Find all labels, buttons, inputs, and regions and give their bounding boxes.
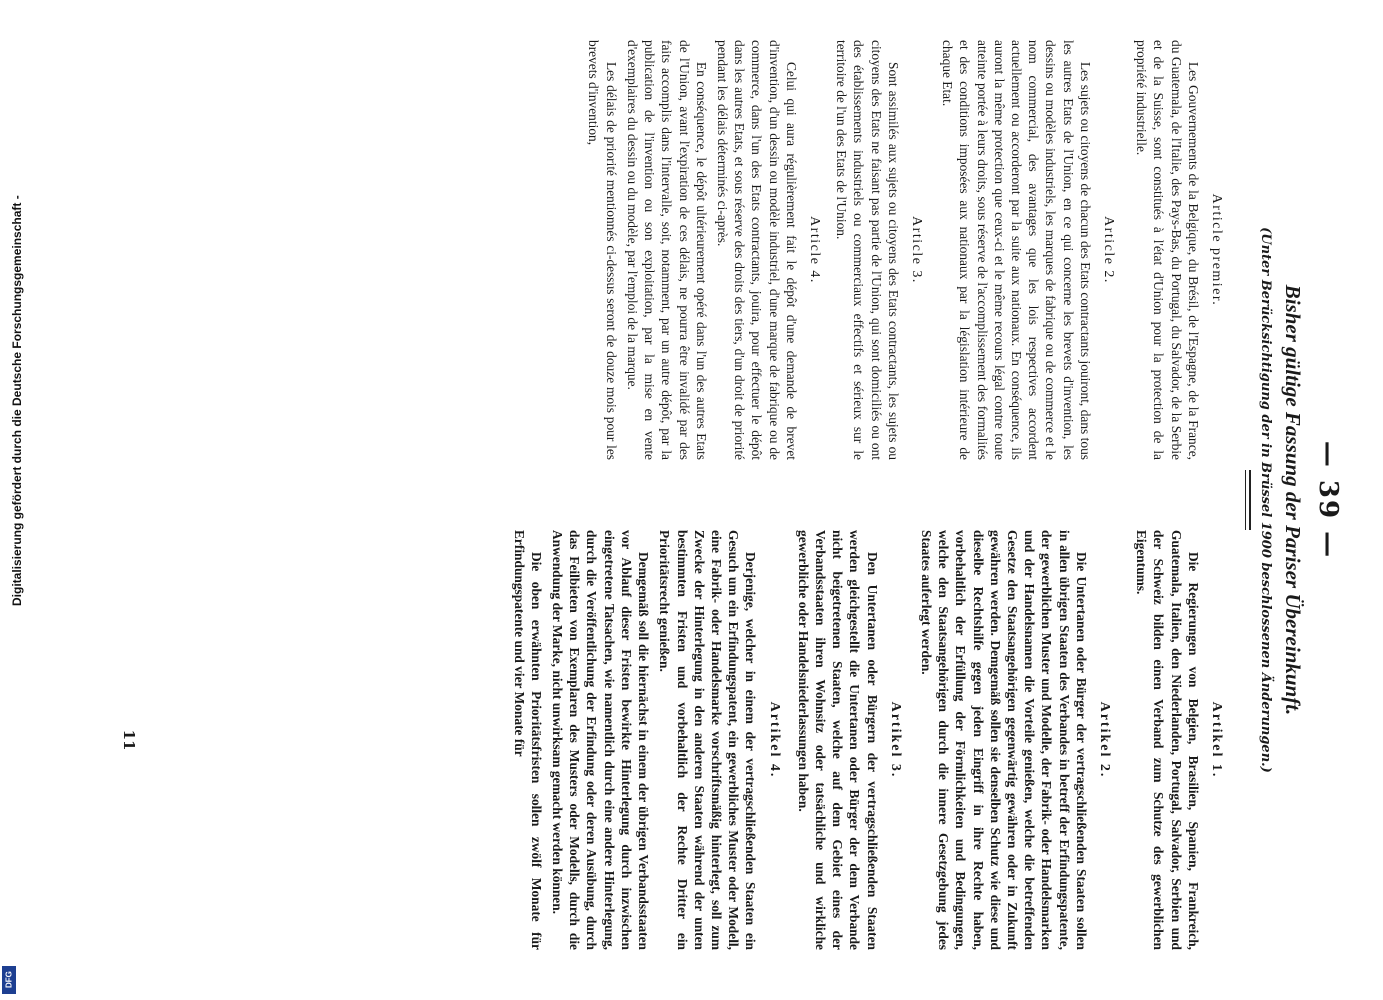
article-paragraph: Demgemäß soll die hiernächst in einem der übrigen Verbandsstaaten vor Ablauf dieser Fristen bewirkte Hinterlegung durch inzwischen eingetretene Tatsachen, wie namentlich durch eine andere Hinterlegung, durch die Veröffentlichung der Erfindung oder deren Ausübung, durch das Feilbieten von Exemplaren des Musters oder Modells, durch die Anwendung der Marke, nicht unwirksam gemacht werden können.: [550, 530, 652, 950]
article-paragraph: Die Untertanen oder Bürger der vertragschließenden Staaten sollen in allen übrigen Staaten des Verbandes in betreff der Erfindungspatente, der gewerblichen Muster und Modelle, der Fabrik- oder Handelsmarken und der Handelsnamen die Vorteile genießen, welche die betreffenden Gesetze den Staatsangehörigen gegenwärtig gewähren oder in Zukunft gewähren werden. Demgemäß sollen sie denselben Schutz wie diese und dieselbe Rechtshilfe gegen jeden Eingriff in ihre Rechte haben, vorbehaltlich der Erfüllung der Förmlichkeiten und Bedingungen, welche den Staatsangehörigen durch die innere Gesetzgebung jedes Staates auferlegt werden.: [918, 530, 1089, 950]
german-article-4: [510, 530, 782, 950]
article-paragraph: Die Regierungen von Belgien, Brasilien, Spanien, Frankreich, Guatemala, Italien, den Niederlanden, Portugal, Salvador, Serbien und der Schweiz bilden einen Verband zum Schutze des gewerblichen Eigentums.: [1134, 530, 1201, 950]
article-paragraph: Sont assimilés aux sujets ou citoyens des Etats contractants, les sujets ou citoyens des Etats ne faisant pas partie de l'Union, qui sont domiciliés ou ont des établissements industriels ou commerciaux effectifs et sérieux sur le territoire de l'un des Etats de l'Union.: [834, 40, 901, 460]
article-paragraph: En conséquence, le dépôt ultérieurement opéré dans l'un des autres Etats de l'Union, avant l'expiration de ces délais, ne pourra être invalidé par des faits accomplis dans l'intervalle, soit, notamment, par un autre dépôt, par la publication de l'invention ou son exploitation, par la mise en vente d'exemplaires du dessin ou du modèle, par l'emploi de la marque.: [624, 40, 709, 460]
french-article-4: [585, 40, 823, 460]
article-title: Article premier.: [1209, 193, 1224, 307]
german-column: [506, 530, 1233, 950]
french-column: [581, 40, 1233, 460]
article-paragraph: Den Untertanen oder Bürgern der vertragschließenden Staaten werden gleichgestellt die Untertanen oder Bürger der dem Verbande nicht beigetretenen Staaten, welche auf dem Gebiet eines der Verbandsstaaten ihren Wohnsitz oder tatsächliche und wirkliche gewerbliche oder Handelsniederlassungen haben.: [795, 530, 880, 950]
article-title: Artikel 3.: [887, 701, 903, 779]
article-title: Article 4.: [806, 216, 822, 284]
digitization-note: Digitalisierung gefördert durch die Deutsche Forschungsgemeinschaft -: [10, 195, 24, 606]
heading-rule: [1245, 470, 1251, 530]
article-paragraph: Les sujets ou citoyens de chacun des Etats contractants jouiront, dans tous les autres Etats de l'Union, en ce qui concerne les brevets d'invention, les dessins ou modèles industriels, les marques de fabrique ou de commerce et le nom commercial, des avantages que les lois respectives accordent actuellement ou accorderont par la suite aux nationaux. En conséquence, ils auront la même protection que ceux-ci et le même recours légal contre toute atteinte portée à leurs droits, sous réserve de l'accomplissement des formalités et des conditions imposées aux nationaux par la législation intérieure de chaque Etat.: [940, 40, 1093, 460]
german-article-2: [918, 530, 1113, 950]
article-title: Article 3.: [908, 216, 924, 284]
article-title: Artikel 1.: [1209, 701, 1224, 779]
article-title: Artikel 2.: [1096, 701, 1112, 779]
german-article-3: [795, 530, 904, 950]
french-article-3: [833, 40, 925, 460]
article-paragraph: Les délais de priorité mentionnés ci-dessus seront de douze mois pour les brevets d'invention,: [586, 40, 619, 460]
article-title: Artikel 4.: [766, 701, 782, 779]
article-title: Article 2.: [1100, 216, 1116, 284]
article-paragraph: Celui qui aura régulièrement fait le dépôt d'une demande de brevet d'invention, d'un dessin ou modèle industriel, d'une marque de fabrique ou de commerce, dans l'un des Etats contractants, jouira, pour effectuer le dépôt dans les autres Etats, et sous réserve des droits des tiers, d'un droit de priorité pendant les délais déterminés ci-après.: [714, 40, 799, 460]
french-article-2: [939, 40, 1117, 460]
article-paragraph: Derjenige, welcher in einem der vertragschließenden Staaten ein Gesuch um ein Erfindungspatent, ein gewerbliches Muster oder Modell, eine Fabrik- oder Handelsmarke vorschriftsmäßig hinterlegt, soll zum Zwecke der Hinterlegung in den anderen Staaten während der unten bestimmten Fristen und vorbehaltlich der Rechte Dritter ein Prioritätsrecht genießen.: [657, 530, 759, 950]
german-article-1: [1133, 530, 1225, 950]
page-subheading: (Unter Berücksichtigung der in Brüssel 1900 beschlossenen Änderungen.): [1258, 227, 1273, 773]
article-paragraph: Die oben erwähnten Prioritätsfristen sollen zwölf Monate für Erfindungspatente und vier Monate für: [511, 530, 544, 950]
page-number: — 39 —: [1313, 440, 1343, 560]
signature-mark: 11: [120, 729, 138, 751]
page-heading: Bisher gültige Fassung der Pariser Übereinkunft.: [1281, 284, 1305, 716]
dfg-logo-icon: DFG: [2, 966, 16, 994]
article-paragraph: Les Gouvernements de la Belgique, du Brésil, de l'Espagne, de la France, du Guatemala, de l'Italie, des Pays-Bas, du Portugal, du Salvador, de la Serbie et de la Suisse, sont constitués à l'état d'Union pour la protection de la propriété industrielle.: [1134, 40, 1201, 460]
french-article-1: [1133, 40, 1225, 460]
